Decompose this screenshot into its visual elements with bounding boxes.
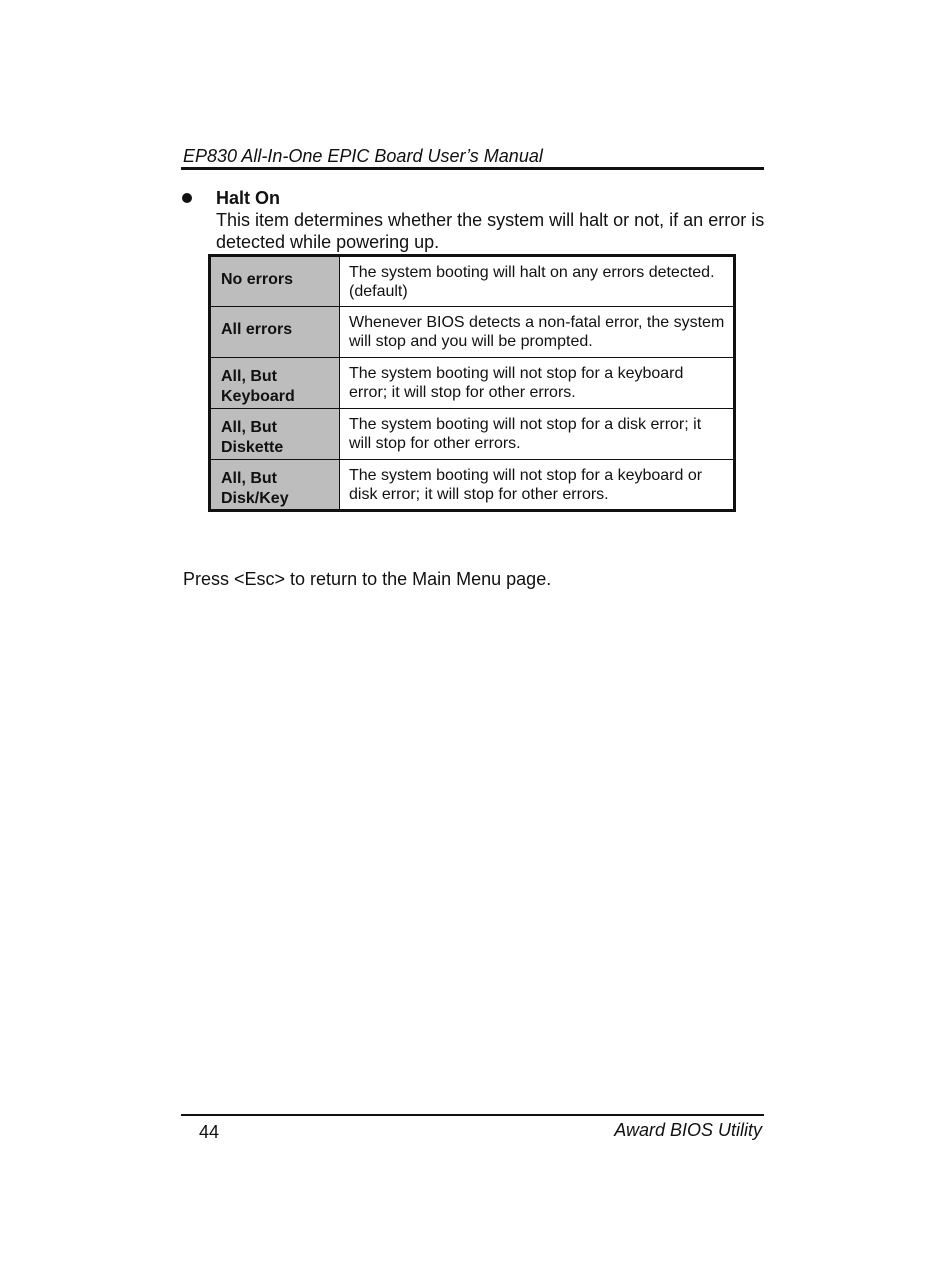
options-table [208, 254, 736, 512]
bullet-icon [182, 193, 192, 203]
option-name: All, But Diskette [210, 409, 340, 460]
table-row [210, 307, 735, 358]
table-row [210, 358, 735, 409]
footer-section-name: Award BIOS Utility [614, 1120, 762, 1140]
option-name: No errors [210, 256, 340, 307]
option-name: All errors [210, 307, 340, 358]
option-description: The system booting will not stop for a keyboard error; it will stop for other errors. [340, 358, 735, 409]
table-row [210, 256, 735, 307]
section-title: Halt On [216, 188, 281, 208]
table-row [210, 460, 735, 511]
page-number: 44 [199, 1122, 220, 1142]
section-description: This item determines whether the system will halt or not, if an error is detected while powering up. [216, 210, 765, 252]
option-description: The system booting will halt on any errors detected. (default) [340, 256, 735, 307]
option-name: All, But Disk/Key [210, 460, 340, 511]
option-description: Whenever BIOS detects a non-fatal error, the system will stop and you will be prompted. [340, 307, 735, 358]
header-divider [181, 167, 764, 170]
return-instruction: Press <Esc> to return to the Main Menu page. [183, 569, 552, 589]
option-description: The system booting will not stop for a keyboard or disk error; it will stop for other errors. [340, 460, 735, 511]
footer-divider [181, 1114, 764, 1116]
page-header-title: EP830 All-In-One EPIC Board User’s Manual [183, 146, 543, 166]
table-row [210, 409, 735, 460]
option-description: The system booting will not stop for a disk error; it will stop for other errors. [340, 409, 735, 460]
option-name: All, But Keyboard [210, 358, 340, 409]
